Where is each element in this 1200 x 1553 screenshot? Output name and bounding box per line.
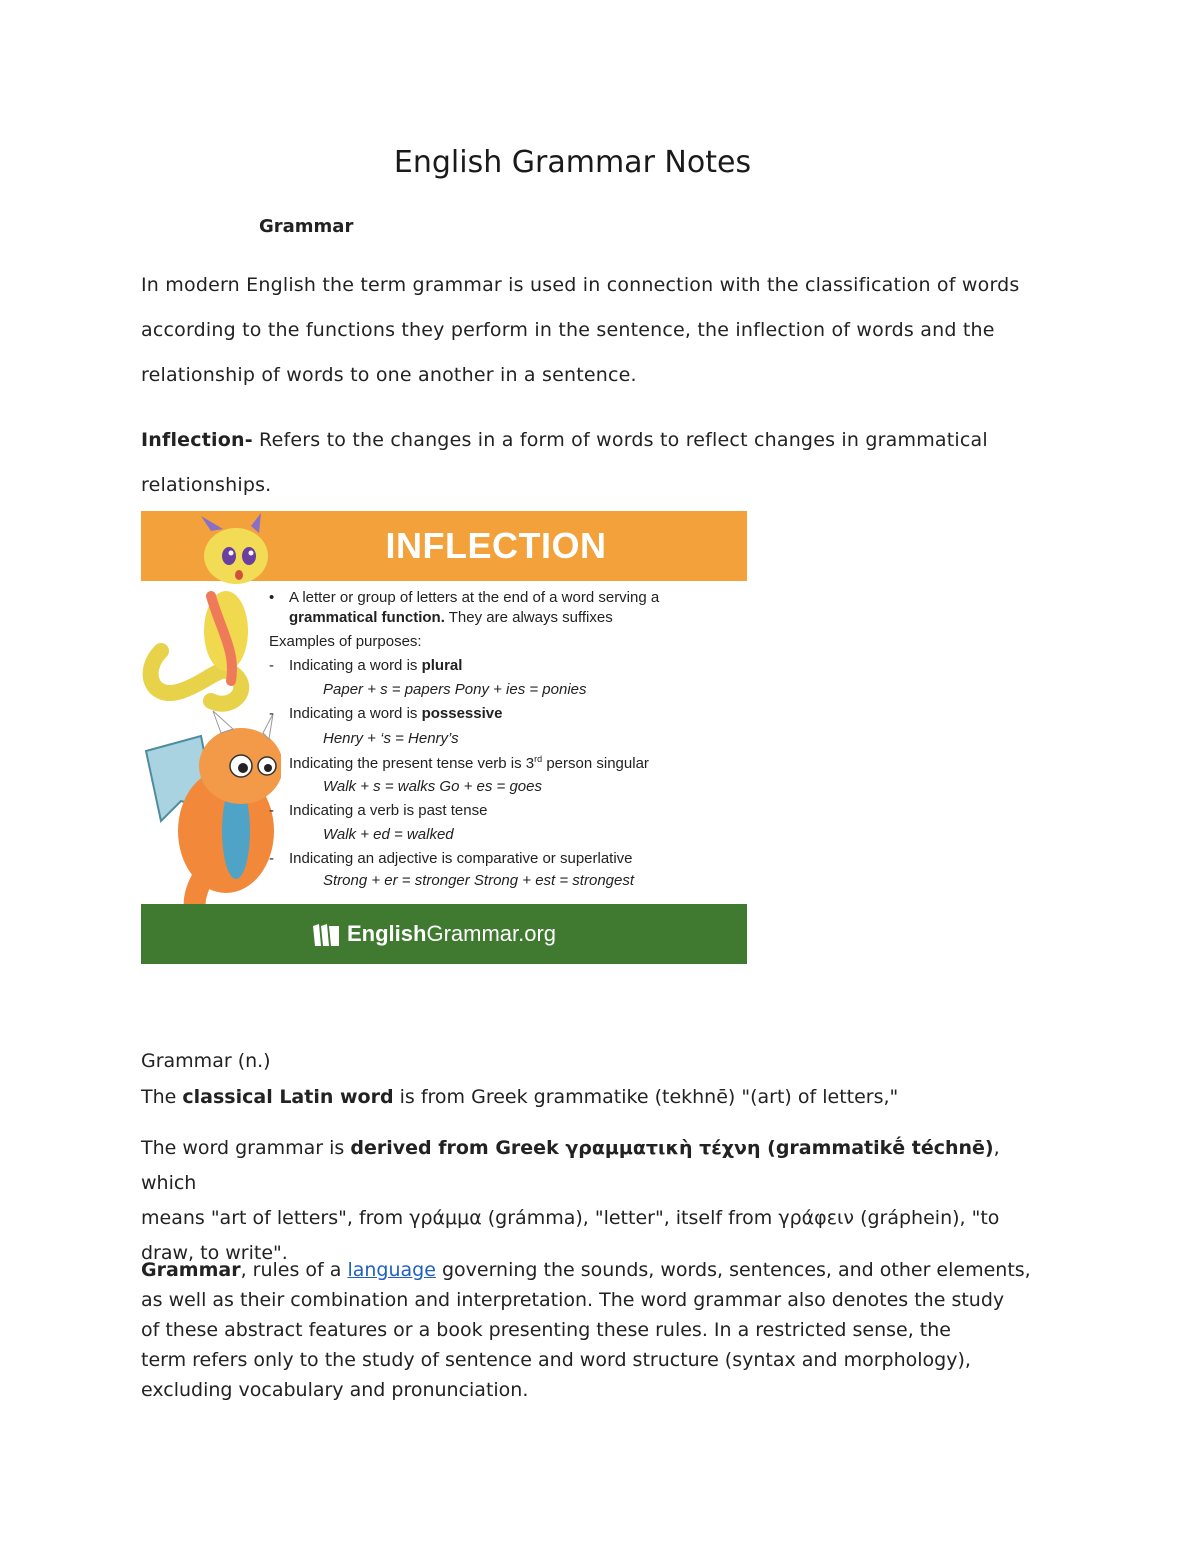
inflection-paragraph [141,418,1071,508]
purpose-example: Paper + s = papers Pony + ies = ponies [323,681,587,698]
dash-icon: - [269,657,274,674]
inflection-infographic [141,511,747,964]
section-heading: Grammar [259,216,354,237]
inflection-term: Inflection- [141,429,253,451]
inflection-line: relationships. [141,474,272,496]
language-link[interactable]: language [347,1259,436,1281]
purpose-example: Strong + er = stronger Strong + est = strongest [323,872,635,889]
dragon-illustration [141,511,281,964]
intro-paragraph [141,263,1071,398]
purpose-example: Walk + s = walks Go + es = goes [323,778,542,795]
infographic-title: INFLECTION [385,525,607,566]
page-title: English Grammar Notes [393,145,752,180]
etymology-heading: Grammar (n.) [141,1050,271,1072]
brand-logo: EnglishGrammar.org [311,916,556,952]
purpose-item: Indicating a word is possessive [289,705,503,722]
etymology-paragraph [141,1043,898,1115]
purpose-item: Indicating a verb is past tense [289,802,488,819]
dash-icon: - [269,705,274,722]
inflection-definition: Refers to the changes in a form of words to reflect changes in grammatical [252,429,988,451]
purpose-example: Walk + ed = walked [323,826,454,843]
intro-line: according to the functions they perform in the sentence, the inflection of words and the [141,319,995,341]
purpose-example: Henry + ‘s = Henry’s [323,730,459,747]
inflection-line [141,418,1071,463]
purpose-item: Indicating the present tense verb is 3rd person singular [289,754,649,772]
derivation-line: The word grammar is derived from Greek γραμματικὴ τέχνη (grammatikḗ téchnē), which [141,1137,1000,1194]
derivation-line: means "art of letters", from γράμμα (grámma), "letter", itself from γράφειν (gráphein), "to [141,1207,1000,1229]
bullet-icon: • [269,589,275,606]
derivation-paragraph [141,1131,1061,1271]
definition-line: Grammar, rules of a language governing the sounds, words, sentences, and other elements, [141,1259,1031,1281]
purpose-item: Indicating a word is plural [289,657,463,674]
purpose-item: Indicating an adjective is comparative or superlative [289,850,633,867]
definition-paragraph [141,1255,1061,1405]
infographic-footer [141,904,747,964]
book-icon [311,922,343,948]
derivation-line: draw, to write". [141,1242,288,1264]
dash-icon: - [269,850,274,867]
definition-line: term refers only to the study of sentence and word structure (syntax and morphology), [141,1349,971,1371]
definition-line: as well as their combination and interpretation. The word grammar also denotes the study [141,1289,1005,1311]
intro-line: In modern English the term grammar is used in connection with the classification of words [141,274,1020,296]
definition-line: excluding vocabulary and pronunciation. [141,1379,529,1401]
dash-icon: - [269,802,274,819]
bullet-text: A letter or group of letters at the end of a word serving a [289,589,660,606]
examples-label: Examples of purposes: [269,633,422,650]
definition-line: of these abstract features or a book presenting these rules. In a restricted sense, the [141,1319,951,1341]
etymology-line: The classical Latin word is from Greek grammatike (tekhnē) "(art) of letters," [141,1086,899,1108]
intro-line: relationship of words to one another in a sentence. [141,364,637,386]
bullet-text: grammatical function. They are always suffixes [289,609,613,626]
